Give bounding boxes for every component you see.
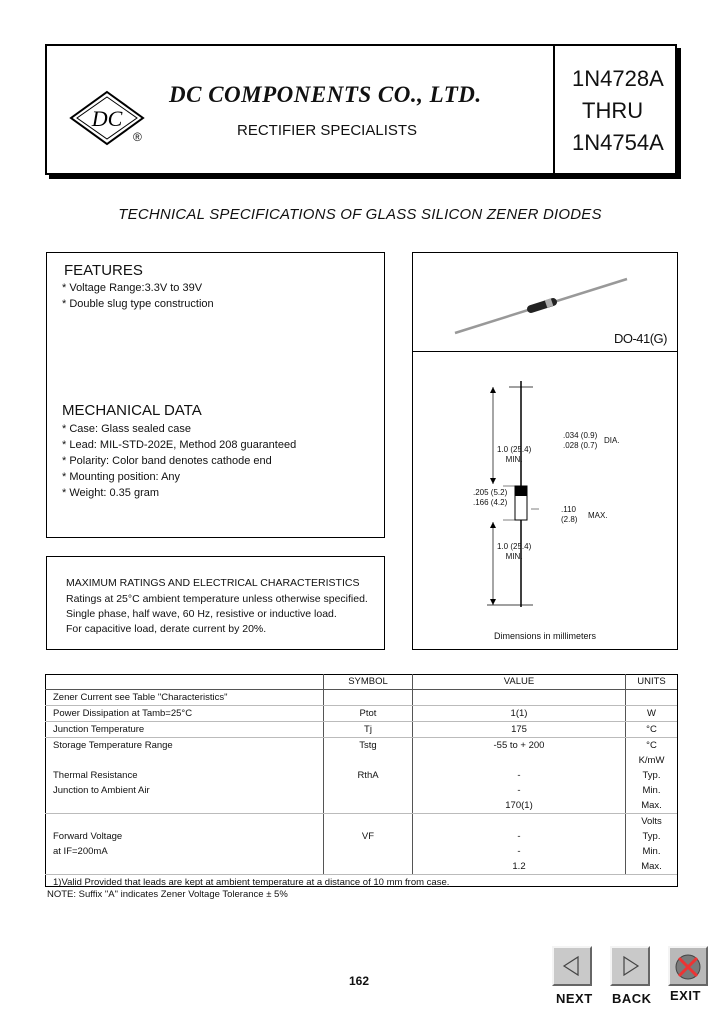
- table-cell: Thermal Resistance: [45, 768, 324, 783]
- ratings-line: For capacitive load, derate current by 20%.: [66, 623, 267, 635]
- dimensions-caption: Dimensions in millimeters: [493, 631, 597, 641]
- table-cell: -: [413, 768, 626, 783]
- mechanical-list: [62, 421, 296, 501]
- exit-label[interactable]: EXIT: [670, 988, 701, 1003]
- table-cell: -: [413, 829, 626, 844]
- table-cell: [324, 844, 413, 859]
- exit-stop-icon: [670, 948, 706, 984]
- table-cell: Junction to Ambient Air: [45, 783, 324, 798]
- document-title: TECHNICAL SPECIFICATIONS OF GLASS SILICON ZENER DIODES: [118, 206, 602, 223]
- features-panel: [46, 252, 385, 538]
- table-cell: Typ.: [642, 831, 661, 842]
- mechanical-item: * Polarity: Color band denotes cathode end: [62, 455, 272, 467]
- page-number: 162: [349, 974, 370, 988]
- part-number-from: 1N4728A: [572, 66, 664, 91]
- table-cell: Max.: [626, 798, 678, 814]
- table-cell: -: [413, 783, 626, 798]
- table-cell: [626, 690, 678, 706]
- table-row: [45, 738, 677, 754]
- dim-len-bot-2: MIN.: [505, 552, 523, 561]
- table-cell: VF: [324, 829, 413, 844]
- header-divider: [553, 46, 555, 173]
- table-cell: 1(1): [413, 706, 626, 722]
- dim-len-bot-1: 1.0 (25.4): [497, 542, 532, 551]
- table-cell: 1.2: [413, 859, 626, 875]
- table-cell: K/mW: [638, 755, 665, 766]
- table-cell: at IF=200mA: [45, 844, 324, 859]
- table-cell: Power Dissipation at Tamb=25°C: [45, 706, 324, 722]
- table-row: [45, 829, 677, 844]
- ratings-heading: MAXIMUM RATINGS AND ELECTRICAL CHARACTERISTICS: [66, 577, 360, 589]
- table-cell: [413, 690, 626, 706]
- table-cell: 175: [413, 722, 626, 738]
- lead-dia-dims: [563, 431, 597, 451]
- table-cell: Tj: [324, 722, 413, 738]
- next-label[interactable]: NEXT: [556, 991, 593, 1006]
- table-cell: [45, 814, 324, 830]
- table-cell: Forward Voltage: [45, 829, 324, 844]
- company-name: DC COMPONENTS CO., LTD.: [169, 82, 482, 107]
- dim-body-1: .205 (5.2): [473, 488, 508, 497]
- exit-button[interactable]: [668, 946, 708, 986]
- next-button[interactable]: [552, 946, 592, 986]
- spec-table: [45, 674, 677, 890]
- dim-lead-dia-2: .028 (0.7): [563, 441, 598, 450]
- table-row: [45, 798, 677, 814]
- ratings-line: Single phase, half wave, 60 Hz, resistive or inductive load.: [66, 608, 337, 620]
- table-cell: 170(1): [413, 798, 626, 814]
- package-divider: [413, 351, 677, 352]
- diode-image: [443, 271, 633, 341]
- table-row: [45, 768, 677, 783]
- logo-text: DC: [91, 106, 123, 131]
- tolerance-note: NOTE: Suffix "A" indicates Zener Voltage Tolerance ± 5%: [47, 889, 288, 900]
- dim-lead-dia-1: .034 (0.9): [563, 431, 598, 440]
- table-cell: Min.: [642, 785, 661, 796]
- ratings-lines: [66, 592, 368, 637]
- table-cell: Storage Temperature Range: [45, 738, 324, 754]
- registered-mark: ®: [133, 130, 142, 144]
- table-cell: Max.: [626, 859, 678, 875]
- left-triangle-icon: [554, 948, 590, 984]
- mechanical-item: * Case: Glass sealed case: [62, 423, 192, 435]
- table-row: [45, 844, 677, 859]
- part-thru: THRU: [582, 98, 644, 123]
- table-cell: Junction Temperature: [45, 722, 324, 738]
- mechanical-heading: MECHANICAL DATA: [62, 402, 202, 419]
- back-label[interactable]: BACK: [612, 991, 652, 1006]
- dim-max: MAX.: [588, 511, 608, 520]
- header-cell: UNITS: [626, 674, 678, 690]
- feature-item: * Double slug type construction: [62, 298, 214, 310]
- table-cell: [324, 859, 413, 875]
- table-cell: [324, 690, 413, 706]
- table-cell: [324, 753, 413, 768]
- mechanical-item: * Mounting position: Any: [62, 471, 181, 483]
- table-footnote-row: [45, 875, 677, 891]
- table-cell: [45, 753, 324, 768]
- features-list: [62, 280, 214, 312]
- dim-len-top-1: 1.0 (25.4): [497, 445, 532, 454]
- table-cell: [45, 859, 324, 875]
- ratings-panel: [46, 556, 385, 650]
- dim-len-top-2: MIN.: [505, 455, 523, 464]
- mechanical-item: * Lead: MIL-STD-202E, Method 208 guaranteed: [62, 439, 297, 451]
- table-footnote: 1)Valid Provided that leads are kept at ambient temperature at a distance of 10 mm from case.: [53, 877, 450, 888]
- dim-body-2: .166 (4.2): [473, 498, 508, 507]
- table-cell: °C: [626, 722, 678, 738]
- table-cell: RthA: [324, 768, 413, 783]
- table-cell: Ptot: [324, 706, 413, 722]
- table-header-row: [45, 674, 677, 690]
- table-row: [45, 783, 677, 798]
- table-row: [45, 722, 677, 738]
- table-cell: °C: [646, 740, 657, 751]
- package-label: DO-41(G): [613, 331, 667, 346]
- table-row: [45, 753, 677, 768]
- table-row: [45, 814, 677, 830]
- ratings-line: Ratings at 25°C ambient temperature unless otherwise specified.: [66, 593, 368, 605]
- header-cell: VALUE: [413, 674, 626, 690]
- dim-bodydia-1: .110: [561, 505, 576, 514]
- back-button[interactable]: [610, 946, 650, 986]
- package-panel: [412, 252, 678, 650]
- table-cell: W: [626, 706, 678, 722]
- body-dia-dims: [561, 505, 577, 525]
- features-heading: FEATURES: [64, 262, 143, 279]
- table-cell: Volts: [641, 816, 662, 827]
- table-cell: [413, 753, 626, 768]
- table-cell: [45, 798, 324, 814]
- table-cell: [324, 783, 413, 798]
- mechanical-item: * Weight: 0.35 gram: [62, 487, 160, 499]
- part-number-to: 1N4754A: [572, 130, 664, 155]
- table-row: [45, 859, 677, 875]
- body-len-dims: [473, 488, 507, 508]
- table-cell: [324, 814, 413, 830]
- table-row: [45, 690, 677, 706]
- header-box: [45, 44, 677, 175]
- table-cell: Zener Current see Table "Characteristics": [45, 690, 324, 706]
- len-bot-dims: [497, 542, 531, 562]
- company-tagline: RECTIFIER SPECIALISTS: [237, 122, 418, 139]
- header-cell: [45, 674, 324, 690]
- table-cell: Min.: [642, 846, 661, 857]
- table-cell: -: [413, 844, 626, 859]
- len-top-dims: [497, 445, 531, 465]
- feature-item: * Voltage Range:3.3V to 39V: [62, 282, 203, 294]
- dim-dia: DIA.: [604, 436, 620, 445]
- table-row: [45, 706, 677, 722]
- right-triangle-icon: [612, 948, 648, 984]
- table-cell: Tstg: [324, 738, 413, 754]
- table-cell: [324, 798, 413, 814]
- header-cell: SYMBOL: [324, 674, 413, 690]
- table-cell: [413, 814, 626, 830]
- table-cell: Typ.: [642, 770, 661, 781]
- table-cell: -55 to + 200: [413, 738, 626, 754]
- dim-bodydia-2: (2.8): [561, 515, 578, 524]
